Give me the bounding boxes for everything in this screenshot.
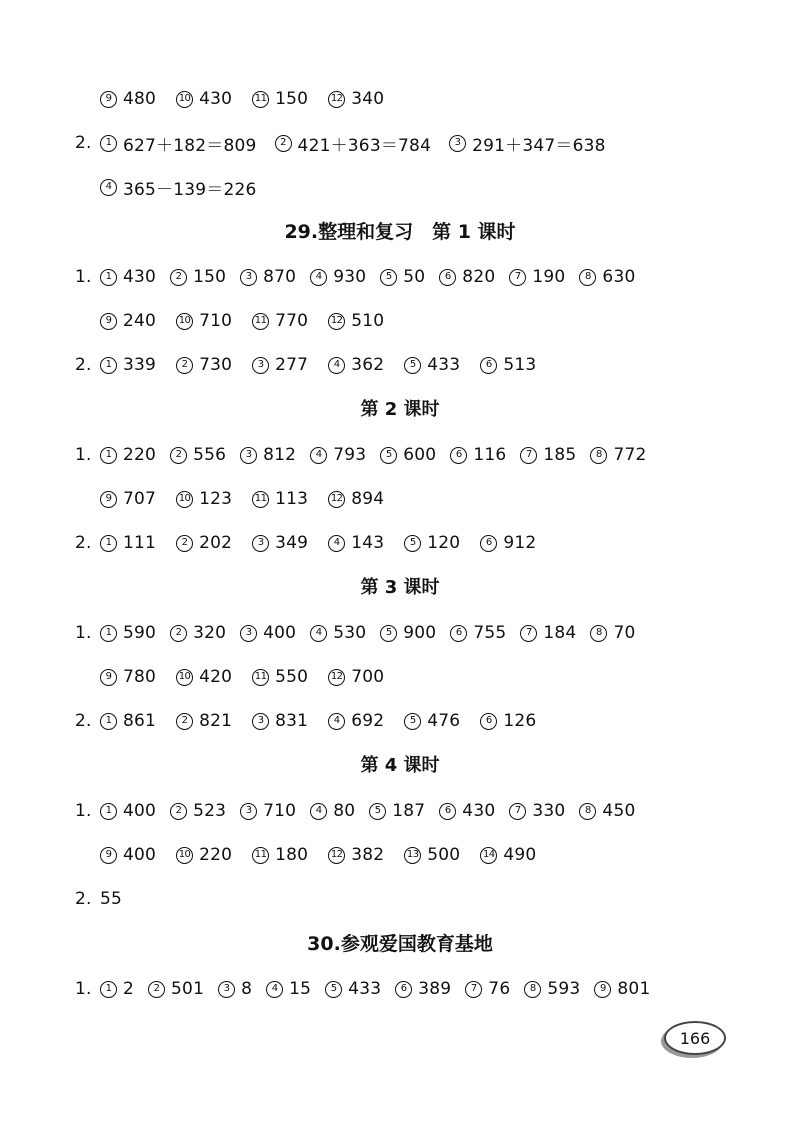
circled-index: 5 [404, 357, 421, 374]
answer-value: 400 [263, 623, 297, 643]
answer-item [328, 533, 384, 553]
answer-line [75, 796, 740, 826]
circled-index: 5 [380, 269, 397, 286]
answer-item [100, 89, 156, 109]
answer-item [590, 445, 646, 465]
answer-item [480, 711, 536, 731]
answer-value: 70 [613, 623, 636, 643]
circled-index: 2 [176, 713, 193, 730]
answer-value: 490 [503, 845, 537, 865]
circled-index: 5 [369, 803, 386, 820]
answer-item [380, 267, 425, 287]
answer-item [100, 889, 122, 909]
answer-value: 55 [100, 889, 123, 909]
answer-item [176, 489, 232, 509]
answer-item [218, 979, 252, 999]
answer-item [176, 845, 232, 865]
answer-value: 330 [532, 801, 566, 821]
page-number-badge: 166 [664, 1021, 726, 1055]
circled-index: 8 [579, 269, 596, 286]
answer-item [480, 355, 536, 375]
answer-line [75, 128, 740, 158]
circled-index: 2 [170, 269, 187, 286]
answer-value: 831 [275, 711, 309, 731]
circled-index: 14 [480, 847, 497, 864]
answer-value: 400 [123, 801, 157, 821]
answer-value: 2 [123, 979, 135, 999]
question-number: 1. [75, 445, 92, 465]
answer-value: 812 [263, 445, 297, 465]
answer-item [310, 623, 366, 643]
answer-line [100, 840, 740, 870]
answer-line [75, 440, 740, 470]
answer-value: 420 [199, 667, 233, 687]
answer-value: 15 [289, 979, 312, 999]
answer-item [380, 623, 436, 643]
answer-value: 755 [473, 623, 507, 643]
answer-value: 126 [503, 711, 537, 731]
answer-item [369, 801, 425, 821]
circled-index: 4 [310, 269, 327, 286]
answer-item [520, 445, 576, 465]
answer-item [328, 355, 384, 375]
answer-item [480, 533, 536, 553]
circled-index: 3 [240, 447, 257, 464]
answer-value: 772 [613, 445, 647, 465]
circled-index: 1 [100, 803, 117, 820]
circled-index: 7 [520, 447, 537, 464]
answer-value: 240 [123, 311, 157, 331]
circled-index: 10 [176, 491, 193, 508]
answer-item [100, 489, 156, 509]
answer-item [100, 845, 156, 865]
question-number: 1. [75, 267, 92, 287]
circled-index: 3 [240, 625, 257, 642]
answer-line [75, 884, 740, 914]
answer-value: 382 [351, 845, 385, 865]
answer-item [395, 979, 451, 999]
answer-value: 600 [403, 445, 437, 465]
answer-value: 590 [123, 623, 157, 643]
answer-item [590, 623, 635, 643]
answer-value: 421＋363＝784 [297, 135, 432, 156]
circled-index: 4 [310, 447, 327, 464]
answer-value: 123 [199, 489, 233, 509]
answer-line [100, 172, 740, 202]
answer-item [252, 355, 308, 375]
section-title-30: 30.参观爱国教育基地 [307, 933, 493, 955]
answer-value: 780 [123, 667, 157, 687]
answer-item [328, 845, 384, 865]
circled-index: 6 [439, 803, 456, 820]
circled-index: 1 [100, 535, 117, 552]
answer-item [100, 801, 156, 821]
answer-item [404, 533, 460, 553]
answer-item [380, 445, 436, 465]
circled-index: 4 [328, 357, 345, 374]
answer-line [75, 618, 740, 648]
answer-value: 550 [275, 667, 309, 687]
answer-item [465, 979, 510, 999]
answer-value: 501 [171, 979, 205, 999]
circled-index: 11 [252, 313, 269, 330]
question-number: 1. [75, 979, 92, 999]
answer-item [328, 311, 384, 331]
circled-index: 1 [100, 135, 117, 152]
answer-value: 8 [241, 979, 253, 999]
circled-index: 5 [325, 981, 342, 998]
answer-value: 627＋182＝809 [123, 135, 257, 156]
circled-index: 1 [100, 357, 117, 374]
circled-index: 6 [395, 981, 412, 998]
circled-index: 2 [170, 803, 187, 820]
answer-item [439, 801, 495, 821]
answer-item [240, 801, 296, 821]
answer-item [100, 979, 134, 999]
answer-value: 630 [602, 267, 636, 287]
answer-item [100, 445, 156, 465]
circled-index: 5 [404, 713, 421, 730]
answer-item [594, 979, 650, 999]
answer-value: 510 [351, 311, 385, 331]
answer-item [310, 801, 355, 821]
answer-value: 710 [263, 801, 297, 821]
answer-value: 793 [333, 445, 367, 465]
answer-value: 900 [403, 623, 437, 643]
answer-value: 556 [193, 445, 227, 465]
answer-item [328, 489, 384, 509]
answer-value: 700 [351, 667, 385, 687]
answer-item [310, 445, 366, 465]
answer-value: 184 [543, 623, 577, 643]
answer-item [450, 445, 506, 465]
circled-index: 1 [100, 981, 117, 998]
answer-value: 150 [193, 267, 227, 287]
answer-value: 730 [199, 355, 233, 375]
answer-value: 50 [403, 267, 426, 287]
answer-value: 180 [275, 845, 309, 865]
circled-index: 12 [328, 313, 345, 330]
circled-index: 4 [328, 535, 345, 552]
answer-item [252, 845, 308, 865]
answer-value: 116 [473, 445, 507, 465]
circled-index: 9 [100, 491, 117, 508]
answer-item [170, 267, 226, 287]
circled-index: 11 [252, 491, 269, 508]
circled-index: 6 [450, 447, 467, 464]
answer-item [100, 533, 156, 553]
answer-value: 113 [275, 489, 309, 509]
answer-value: 80 [333, 801, 356, 821]
circled-index: 8 [590, 625, 607, 642]
circled-index: 6 [439, 269, 456, 286]
answer-value: 770 [275, 311, 309, 331]
section-title-29: 29.整理和复习 第 1 课时 [284, 221, 516, 243]
circled-index: 4 [266, 981, 283, 998]
answer-line [100, 484, 740, 514]
answer-value: 433 [348, 979, 382, 999]
circled-index: 8 [524, 981, 541, 998]
circled-index: 3 [240, 269, 257, 286]
answer-item [328, 89, 384, 109]
circled-index: 12 [328, 669, 345, 686]
question-number: 1. [75, 801, 92, 821]
lesson-title-4: 第 4 课时 [360, 755, 440, 776]
circled-index: 6 [450, 625, 467, 642]
answer-item [252, 311, 308, 331]
answer-item [404, 711, 460, 731]
circled-index: 7 [520, 625, 537, 642]
answer-value: 930 [333, 267, 367, 287]
circled-index: 12 [328, 847, 345, 864]
circled-index: 10 [176, 91, 193, 108]
answer-value: 220 [199, 845, 233, 865]
circled-index: 6 [480, 357, 497, 374]
answer-item [275, 131, 432, 156]
answer-item [176, 89, 232, 109]
circled-index: 8 [579, 803, 596, 820]
answer-line [75, 974, 740, 1004]
circled-index: 3 [218, 981, 235, 998]
circled-index: 2 [176, 535, 193, 552]
circled-index: 11 [252, 669, 269, 686]
answer-item [509, 267, 565, 287]
answer-value: 111 [123, 533, 157, 553]
circled-index: 5 [380, 625, 397, 642]
circled-index: 3 [240, 803, 257, 820]
circled-index: 4 [328, 713, 345, 730]
circled-index: 12 [328, 91, 345, 108]
answer-item [170, 801, 226, 821]
answer-value: 500 [427, 845, 461, 865]
answer-item [579, 801, 635, 821]
answer-item [240, 623, 296, 643]
answer-item [100, 175, 257, 200]
answer-item [240, 445, 296, 465]
answer-line [100, 306, 740, 336]
answer-value: 912 [503, 533, 537, 553]
circled-index: 9 [594, 981, 611, 998]
answer-value: 277 [275, 355, 309, 375]
circled-index: 10 [176, 847, 193, 864]
answer-item [325, 979, 381, 999]
answer-value: 362 [351, 355, 385, 375]
circled-index: 2 [170, 625, 187, 642]
question-number: 2. [75, 533, 92, 553]
answer-item [404, 845, 460, 865]
answer-line [75, 706, 740, 736]
answer-item [148, 979, 204, 999]
answer-line [75, 528, 740, 558]
answer-value: 523 [193, 801, 227, 821]
answer-item [252, 711, 308, 731]
answer-item [266, 979, 311, 999]
answer-value: 430 [462, 801, 496, 821]
answer-value: 76 [488, 979, 511, 999]
answer-value: 894 [351, 489, 385, 509]
circled-index: 4 [310, 803, 327, 820]
answer-item [176, 667, 232, 687]
answer-item [449, 131, 606, 156]
circled-index: 6 [480, 535, 497, 552]
circled-index: 2 [170, 447, 187, 464]
answer-item [100, 711, 156, 731]
answer-item [328, 711, 384, 731]
answer-value: 120 [427, 533, 461, 553]
lesson-title-3: 第 3 课时 [360, 577, 440, 598]
answer-item [176, 533, 232, 553]
question-number: 2. [75, 711, 92, 731]
answer-item [252, 533, 308, 553]
circled-index: 7 [509, 269, 526, 286]
answer-item [509, 801, 565, 821]
answer-item [524, 979, 580, 999]
answer-value: 593 [547, 979, 581, 999]
answer-value: 430 [199, 89, 233, 109]
circled-index: 4 [310, 625, 327, 642]
answer-value: 430 [123, 267, 157, 287]
circled-index: 7 [465, 981, 482, 998]
answer-value: 349 [275, 533, 309, 553]
answer-value: 513 [503, 355, 537, 375]
answer-item [176, 311, 232, 331]
answer-item [480, 845, 536, 865]
answer-line [100, 662, 740, 692]
answer-item [170, 623, 226, 643]
answer-item [176, 355, 232, 375]
answer-item [100, 667, 156, 687]
answer-value: 190 [532, 267, 566, 287]
circled-index: 11 [252, 847, 269, 864]
answer-value: 821 [199, 711, 233, 731]
answer-item [252, 89, 308, 109]
lesson-title-2: 第 2 课时 [360, 399, 440, 420]
answer-value: 450 [602, 801, 636, 821]
answer-value: 389 [418, 979, 452, 999]
answer-item [450, 623, 506, 643]
circled-index: 9 [100, 313, 117, 330]
answer-value: 202 [199, 533, 233, 553]
circled-index: 10 [176, 669, 193, 686]
question-number: 2. [75, 355, 92, 375]
question-number: 2. [75, 889, 92, 909]
answer-value: 340 [351, 89, 385, 109]
answer-value: 707 [123, 489, 157, 509]
answer-item [100, 623, 156, 643]
circled-index: 9 [100, 91, 117, 108]
answer-item [439, 267, 495, 287]
circled-index: 2 [275, 135, 292, 152]
circled-index: 4 [100, 179, 117, 196]
answer-item [520, 623, 576, 643]
circled-index: 1 [100, 447, 117, 464]
circled-index: 6 [480, 713, 497, 730]
circled-index: 13 [404, 847, 421, 864]
answer-value: 861 [123, 711, 157, 731]
answer-line [75, 262, 740, 292]
circled-index: 9 [100, 847, 117, 864]
answer-value: 220 [123, 445, 157, 465]
answer-item [176, 711, 232, 731]
answer-value: 433 [427, 355, 461, 375]
circled-index: 1 [100, 625, 117, 642]
answer-item [240, 267, 296, 287]
answer-item [579, 267, 635, 287]
answer-value: 150 [275, 89, 309, 109]
answer-item [252, 489, 308, 509]
answer-item [100, 267, 156, 287]
answer-value: 710 [199, 311, 233, 331]
answer-line [100, 84, 740, 114]
answer-item [252, 667, 308, 687]
answer-value: 870 [263, 267, 297, 287]
answer-value: 339 [123, 355, 157, 375]
answer-value: 320 [193, 623, 227, 643]
question-number: 1. [75, 623, 92, 643]
circled-index: 11 [252, 91, 269, 108]
circled-index: 3 [449, 135, 466, 152]
answer-item [100, 355, 156, 375]
answer-item [170, 445, 226, 465]
circled-index: 2 [176, 357, 193, 374]
answer-item [310, 267, 366, 287]
answer-value: 291＋347＝638 [472, 135, 606, 156]
answer-value: 480 [123, 89, 157, 109]
answer-value: 400 [123, 845, 157, 865]
answer-value: 143 [351, 533, 385, 553]
answer-value: 476 [427, 711, 461, 731]
circled-index: 8 [590, 447, 607, 464]
answer-value: 187 [392, 801, 426, 821]
answer-line [75, 350, 740, 380]
circled-index: 5 [404, 535, 421, 552]
circled-index: 10 [176, 313, 193, 330]
answer-item [100, 131, 257, 156]
answer-value: 692 [351, 711, 385, 731]
circled-index: 9 [100, 669, 117, 686]
circled-index: 1 [100, 713, 117, 730]
circled-index: 7 [509, 803, 526, 820]
answer-value: 185 [543, 445, 577, 465]
circled-index: 12 [328, 491, 345, 508]
answer-value: 801 [617, 979, 651, 999]
answer-value: 530 [333, 623, 367, 643]
circled-index: 5 [380, 447, 397, 464]
circled-index: 1 [100, 269, 117, 286]
circled-index: 3 [252, 357, 269, 374]
answer-item [328, 667, 384, 687]
circled-index: 2 [148, 981, 165, 998]
answer-item [404, 355, 460, 375]
circled-index: 3 [252, 535, 269, 552]
answer-item [100, 311, 156, 331]
answer-value: 365－139＝226 [123, 179, 257, 200]
answer-value: 820 [462, 267, 496, 287]
question-number: 2. [75, 133, 92, 153]
circled-index: 3 [252, 713, 269, 730]
